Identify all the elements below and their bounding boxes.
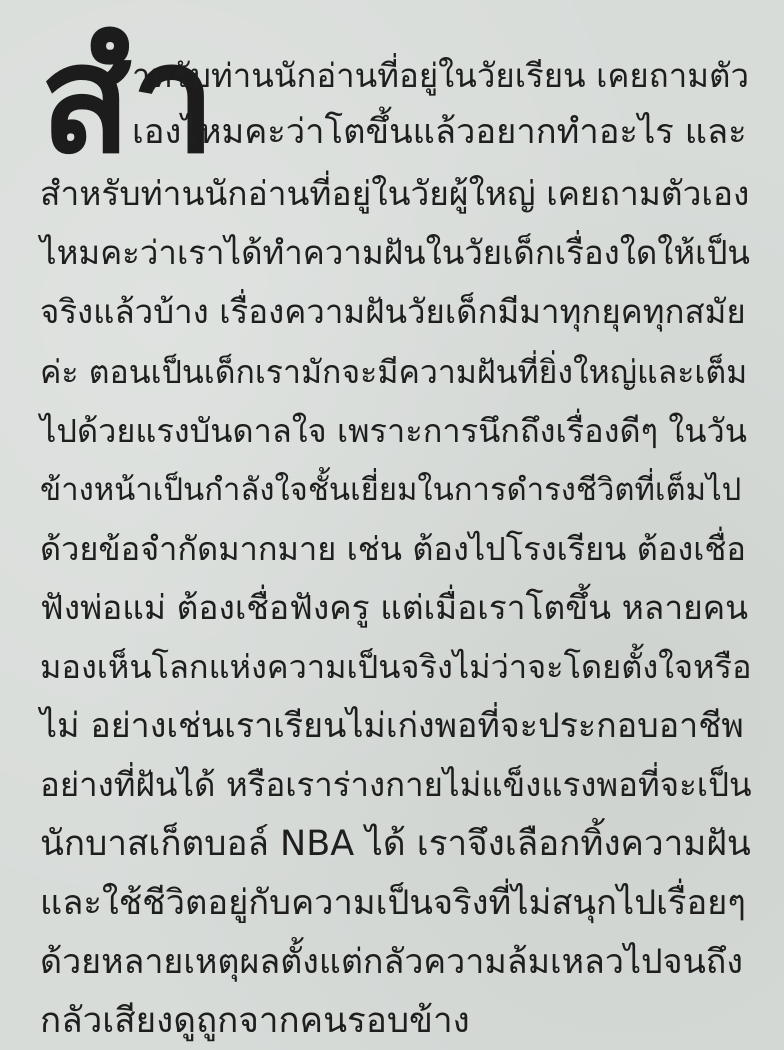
- text-line-4: ไหมคะว่าเราได้ทำความฝันในวัยเด็กเรื่องใดให้เป็น: [40, 233, 750, 272]
- text-line-1: าหรับท่านนักอ่านที่อยู่ในวัยเรียน เคยถามตัว: [132, 56, 749, 95]
- drop-cap: สำ: [40, 11, 216, 187]
- text-line-7: ไปด้วยแรงบันดาลใจ เพราะการนึกถึงเรื่องดีๆ ในวัน: [40, 412, 747, 450]
- text-line-9: ด้วยข้อจำกัดมากมาย เช่น ต้องไปโรงเรียน ต้องเชื่อ: [40, 530, 746, 568]
- text-line-3: สำหรับท่านนักอ่านที่อยู่ในวัยผู้ใหญ่ เคยถามตัวเอง: [40, 174, 750, 213]
- text-line-16: ด้วยหลายเหตุผลตั้งแต่กลัวความล้มเหลวไปจนถึง: [40, 942, 743, 982]
- text-line-8: ข้างหน้าเป็นกำลังใจชั้นเยี่ยมในการดำรงชีวิตที่เต็มไป: [40, 472, 742, 508]
- text-line-12: ไม่ อย่างเช่นเราเรียนไม่เก่งพอที่จะประกอบอาชีพ: [40, 706, 744, 746]
- text-line-13: อย่างที่ฝันได้ หรือเราร่างกายไม่แข็งแรงพอที่จะเป็น: [40, 765, 752, 804]
- text-line-14: นักบาสเก็ตบอล์ NBA ได้ เราจึงเลือกทิ้งความฝัน: [40, 824, 751, 864]
- text-line-17: กลัวเสียงดูถูกจากคนรอบข้าง: [40, 1001, 470, 1041]
- text-line-15: และใช้ชีวิตอยู่กับความเป็นจริงที่ไม่สนุกไปเรื่อยๆ: [40, 883, 746, 923]
- text-line-5: จริงแล้วบ้าง เรื่องความฝันวัยเด็กมีมาทุกยุคทุกสมัย: [40, 292, 746, 331]
- text-line-2: เองไหมคะว่าโตขึ้นแล้วอยากทำอะไร และ: [132, 112, 747, 152]
- text-line-6: ค่ะ ตอนเป็นเด็กเรามักจะมีความฝันที่ยิ่งใหญ่และเต็ม: [40, 353, 748, 391]
- text-line-10: ฟังพ่อแม่ ต้องเชื่อฟังครู แต่เมื่อเราโตขึ้น หลายคน: [40, 588, 749, 627]
- text-line-11: มองเห็นโลกแห่งความเป็นจริงไม่ว่าจะโดยตั้งใจหรือ: [40, 648, 752, 686]
